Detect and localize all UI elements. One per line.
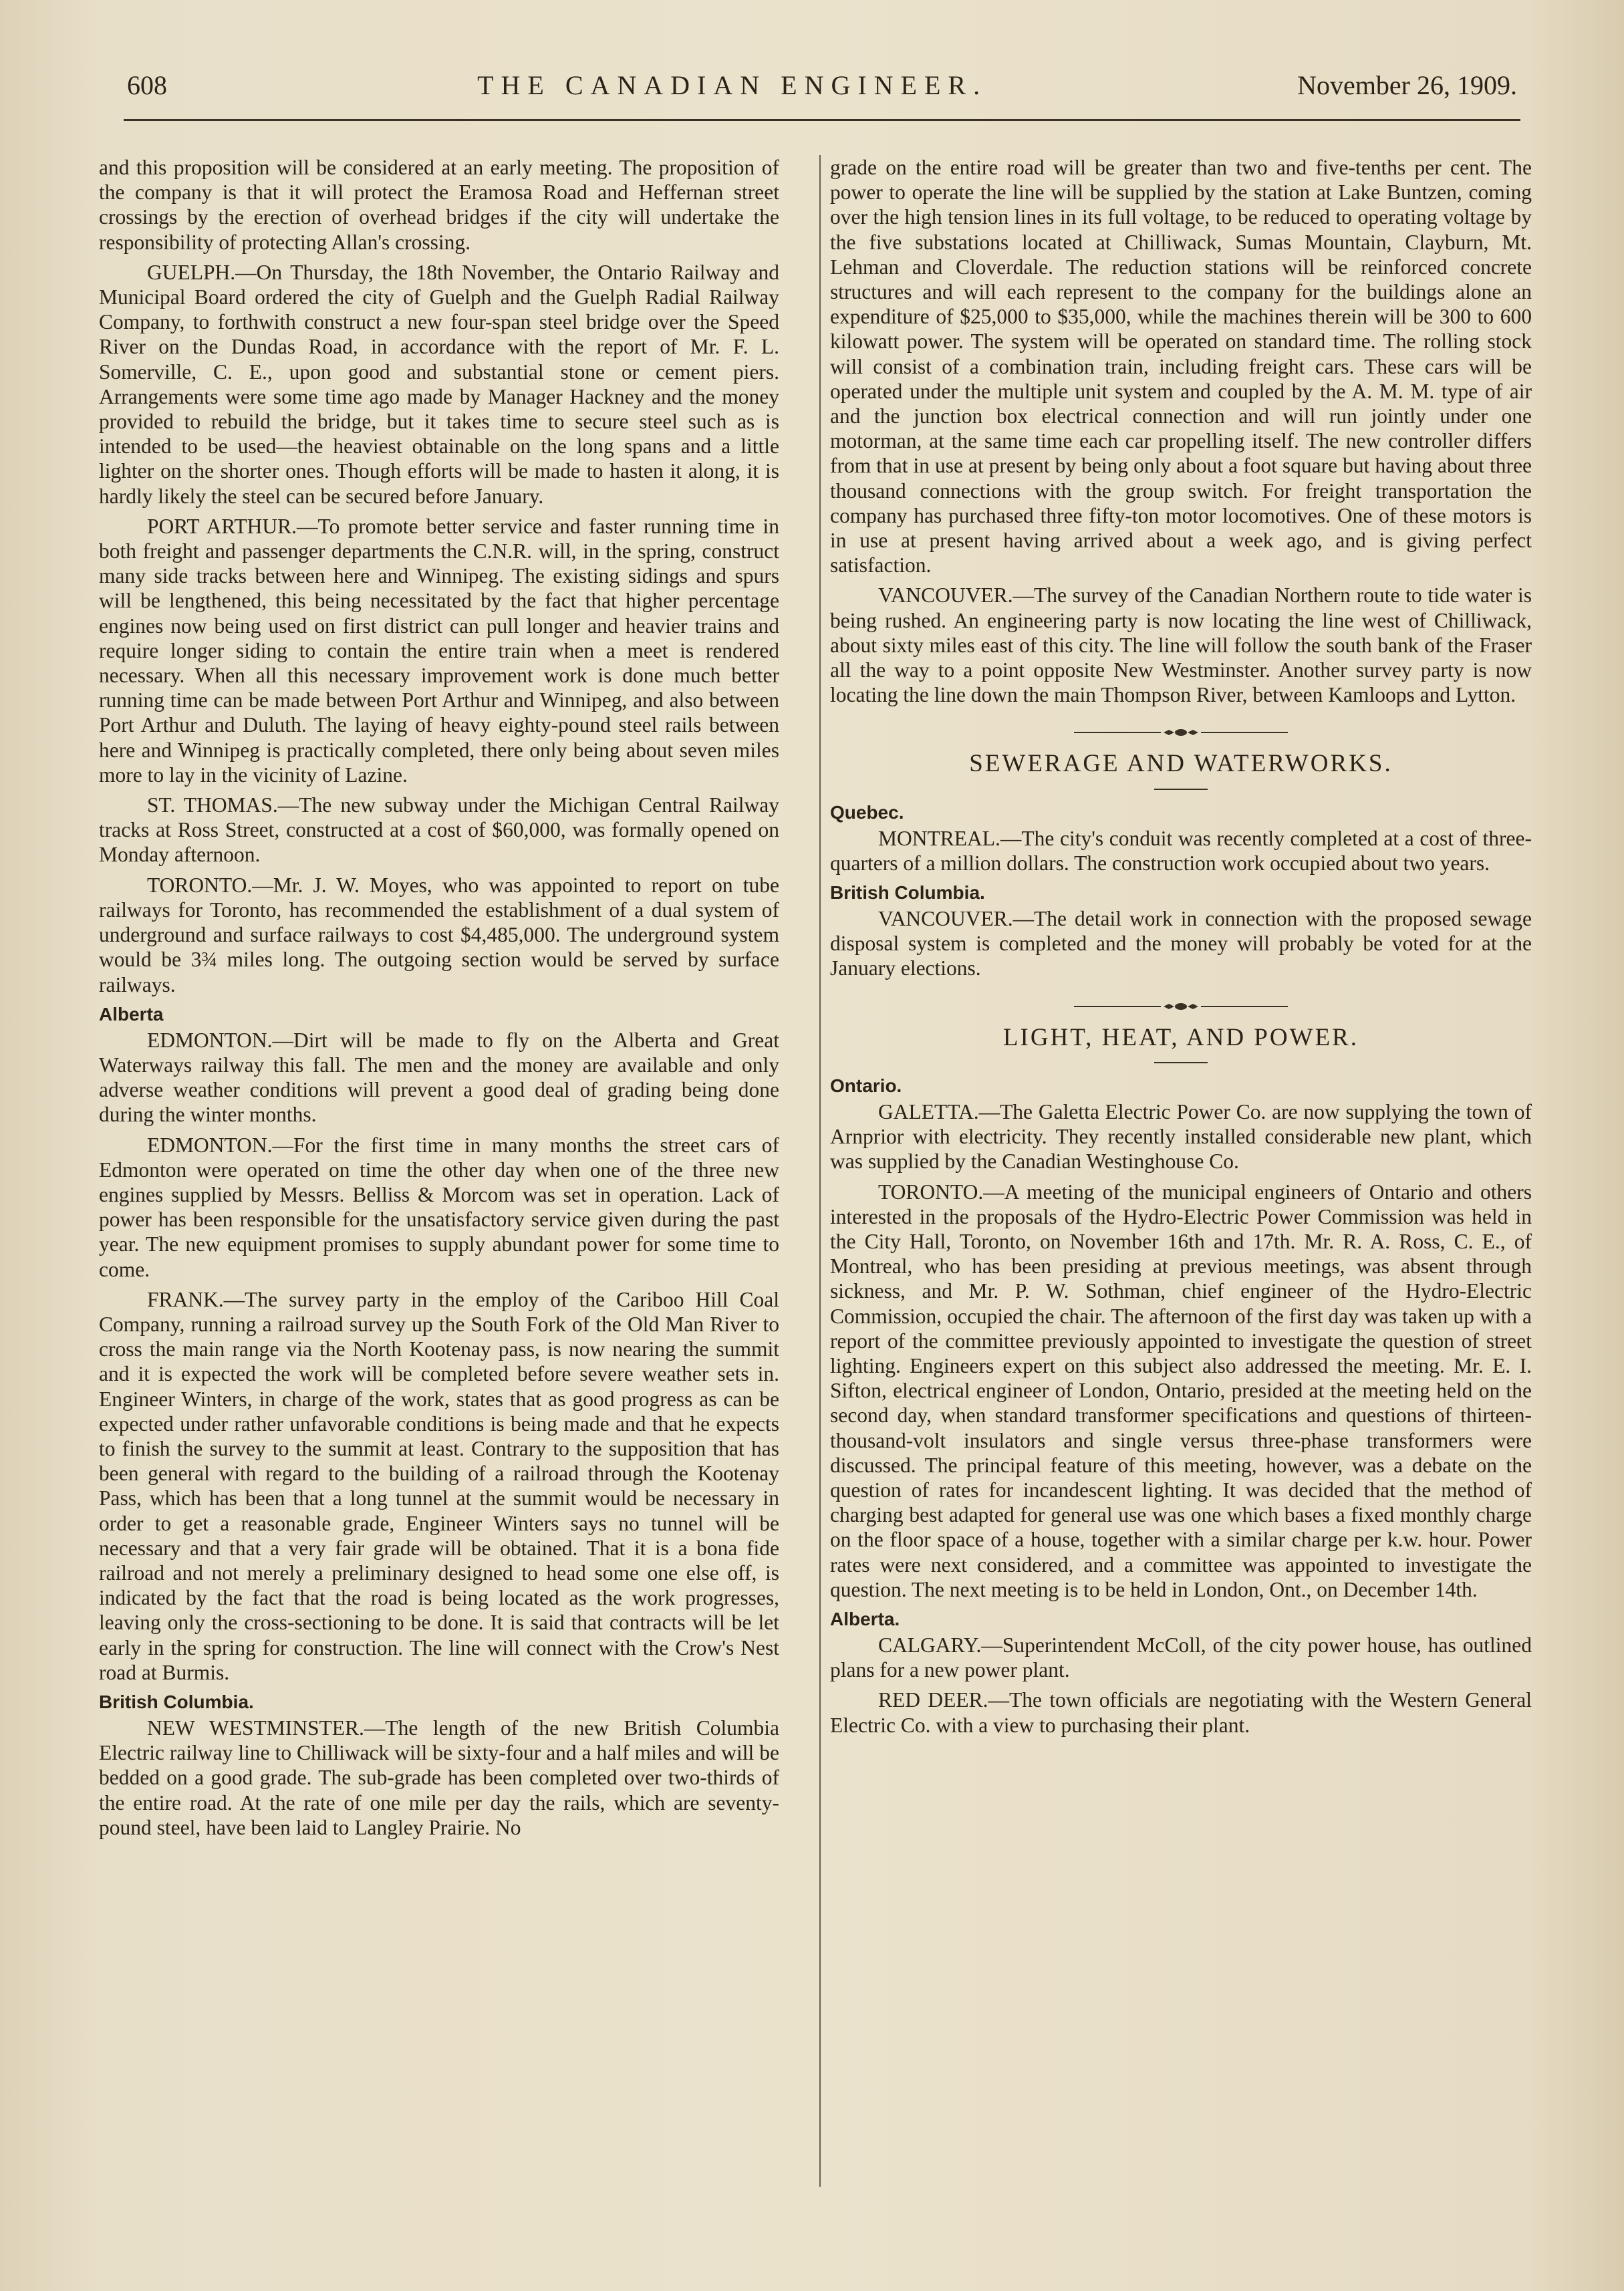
paragraph: VANCOUVER.—The survey of the Canadian Northern route to tide water is being rushed. An engineering party is now locating the line west of Chilliwack, about sixty miles east of this city. The line will follow the south bank of the Fraser all the way to a point opposite New Westminster. Another survey party is now locating the line down the main Thompson River, between Kamloops and Lytton. bbox=[830, 583, 1532, 707]
paragraph: grade on the entire road will be greater than two and five-tenths per cent. The power to operate the line will be supplied by the station at Lake Buntzen, coming over the high tension lines in its full voltage, to be reduced to operating voltage by the five substations located at Chilliwack, Sumas Mountain, Clayburn, Mt. Lehman and Cloverdale. The reduction stations will be reinforced concrete structures and will each represent to the company for the buildings alone an expenditure of $25,000 to $35,000, while the machines therein will be 300 to 600 kilowatt power. The system will be operated on standard time. The rolling stock will consist of a combination train, including freight cars. These cars will be operated under the multiple unit system and coupled by the A. M. M. type of air and the junction box electrical connection and will run jointly under one motorman, at the same time each car propelling itself. The new controller differs from that in use at present by being only about a foot square but having about three thousand connections with the group switch. For freight transportation the company has purchased three fifty-ton motor locomotives. One of these motors is in use at present having arrived about a week ago, and is giving perfect satisfaction. bbox=[830, 156, 1532, 577]
province-heading: Quebec. bbox=[830, 801, 904, 823]
page-header bbox=[127, 70, 1517, 116]
paragraph: VANCOUVER.—The detail work in connection with the proposed sewage disposal system is completed and the money will probably be voted for at the January elections. bbox=[830, 907, 1532, 980]
province-heading: British Columbia. bbox=[99, 1691, 254, 1712]
header-rule bbox=[124, 119, 1520, 121]
paragraph: GALETTA.—The Galetta Electric Power Co. are now supplying the town of Arnprior with electricity. They recently installed considerable new plant, which was supplied by the Canadian Westinghouse Co. bbox=[830, 1099, 1532, 1174]
paragraph: FRANK.—The survey party in the employ of the Cariboo Hill Coal Company, running a railroad survey up the South Fork of the Old Man River to cross the main range via the North Kootenay pass, is now nearing the summit and it is expected the work will be completed before severe weather sets in. Engineer Winters, in charge of the work, states that as good progress as can be expected under rather unfavorable conditions is being made and that he expects to finish the survey to the summit at least. Contrary to the supposition that has been general with regard to the building of a railroad through the Kootenay Pass, which has been that a long tunnel at the summit would be necessary in order to get a reasonable grade, Engineer Winters says no tunnel will be necessary and that a very fair grade will be obtained. That it is a bona fide railroad and not merely a preliminary designed to head some one else off, is indicated by the fact that the road is being located as the work progresses, leaving only the cross-sectioning to be done. It is said that contracts will be let early in the spring for construction. The line will connect with the Crow's Nest road at Burmis. bbox=[99, 1287, 779, 1684]
paragraph: and this proposition will be considered at an early meeting. The proposition of the company is that it will protect the Eramosa Road and Heffernan street crossings by the erection of overhead bridges if the city will undertake the responsibility of protecting Allan's crossing. bbox=[99, 156, 779, 254]
right-column bbox=[830, 155, 1532, 1743]
section-title: SEWERAGE AND WATERWORKS. bbox=[969, 750, 1393, 778]
page-number: 608 bbox=[127, 70, 167, 100]
paragraph: CALGARY.—Superintendent McColl, of the city power house, has outlined plans for a new power plant. bbox=[830, 1633, 1532, 1682]
section-rule bbox=[1154, 789, 1208, 790]
paragraph: MONTREAL.—The city's conduit was recently completed at a cost of three-quarters of a million dollars. The construction work occupied about two years. bbox=[830, 826, 1532, 875]
issue-date: November 26, 1909. bbox=[1297, 70, 1517, 100]
section-title: LIGHT, HEAT, AND POWER. bbox=[1002, 1023, 1359, 1051]
paragraph: RED DEER.—The town officials are negotiating with the Western General Electric Co. with a view to purchasing their plant. bbox=[830, 1688, 1532, 1737]
paragraph: ST. THOMAS.—The new subway under the Michigan Central Railway tracks at Ross Street, constructed at a cost of $60,000, was formally opened on Monday afternoon. bbox=[99, 793, 779, 867]
column-divider bbox=[819, 155, 821, 2187]
province-heading: Ontario. bbox=[830, 1075, 902, 1096]
paragraph: TORONTO.—A meeting of the municipal engineers of Ontario and others interested in the proposals of the Hydro-Electric Power Commission was held in the City Hall, Toronto, on November 16th and 17th. Mr. R. A. Ross, C. E., of Montreal, who has been presiding at previous meetings, was absent through sickness, and Mr. P. W. Sothman, chief engineer of the Hydro-Electric Commission, occupied the chair. The afternoon of the first day was taken up with a report of the committee previously appointed to investigate the question of street lighting. Engineers expert on this subject also addressed the meeting. Mr. E. I. Sifton, electrical engineer of London, Ontario, presided at the meeting held on the second day, when standard transformer specifications and questions of thirteen-thousand-volt insulators and single versus three-phase transformers were discussed. The principal feature of this meeting, however, was a debate on the question of rates for incandescent lighting. It was decided that the method of charging best adapted for general use was one which bases a fixed monthly charge on the floor space of a house, together with a similar charge per k.w. hour. Power rates were next considered, and a committee was appointed to investigate the question. The next meeting is to be held in London, Ont., on December 14th. bbox=[830, 1180, 1532, 1601]
paragraph: EDMONTON.—For the first time in many months the street cars of Edmonton were operated on time the other day when one of the three new engines supplied by Messrs. Belliss & Morcom was set in operation. Lack of power has been responsible for the unsatisfactory service given during the past year. The new equipment promises to supply abundant power for some time to come. bbox=[99, 1133, 779, 1281]
left-column bbox=[99, 155, 779, 1845]
province-heading: Alberta. bbox=[830, 1608, 900, 1629]
paragraph: PORT ARTHUR.—To promote better service and faster running time in both freight and passenger departments the C.N.R. will, in the spring, construct many side tracks between here and Winnipeg. The existing sidings and spurs will be lengthened, this being necessitated by the fact that higher percentage engines now being used on first district can pull longer and heavier trains and require longer siding to contain the entire train when a meet is rendered necessary. When all this necessary improvement work is done much better running time can be made between Port Arthur and Winnipeg, and also between Port Arthur and Duluth. The laying of heavy eighty-pound steel rails between here and Winnipeg is practically completed, there only being about seven miles more to lay in the vicinity of Lazine. bbox=[99, 514, 779, 787]
section-ornament bbox=[830, 726, 1532, 739]
paragraph: NEW WESTMINSTER.—The length of the new British Columbia Electric railway line to Chilliwack will be sixty-four and a half miles and will be bedded on a good grade. The sub-grade has been completed over two-thirds of the entire road. At the rate of one mile per day the rails, which are seventy-pound steel, have been laid to Langley Prairie. No bbox=[99, 1716, 779, 1839]
province-heading: British Columbia. bbox=[830, 882, 985, 904]
paragraph: EDMONTON.—Dirt will be made to fly on the Alberta and Great Waterways railway this fall. The men and the money are available and only adverse weather conditions will prevent a good deal of grading being done during the winter months. bbox=[99, 1028, 779, 1127]
province-heading: Alberta bbox=[99, 1003, 164, 1025]
section-ornament bbox=[830, 1000, 1532, 1013]
section-rule bbox=[1154, 1062, 1208, 1063]
paragraph: GUELPH.—On Thursday, the 18th November, the Ontario Railway and Municipal Board ordered the city of Guelph and the Guelph Radial Railway Company, to forthwith construct a new four-span steel bridge over the Speed River on the Dundas Road, in accordance with the report of Mr. F. L. Somerville, C. E., upon good and substantial stone or cement piers. Arrangements were some time ago made by Manager Hackney and the money provided to rebuild the bridge, but it takes time to secure steel such as is intended to be used—the heaviest obtainable on the long spans and a little lighter on the shorter ones. Though efforts will be made to hasten it along, it is hardly likely the steel can be secured before January. bbox=[99, 260, 779, 508]
journal-title: THE CANADIAN ENGINEER. bbox=[477, 70, 988, 100]
paragraph: TORONTO.—Mr. J. W. Moyes, who was appointed to report on tube railways for Toronto, has recommended the establishment of a dual system of underground and surface railways to cost $4,485,000. The underground system would be 3¾ miles long. The outgoing section would be served by surface railways. bbox=[99, 873, 779, 996]
